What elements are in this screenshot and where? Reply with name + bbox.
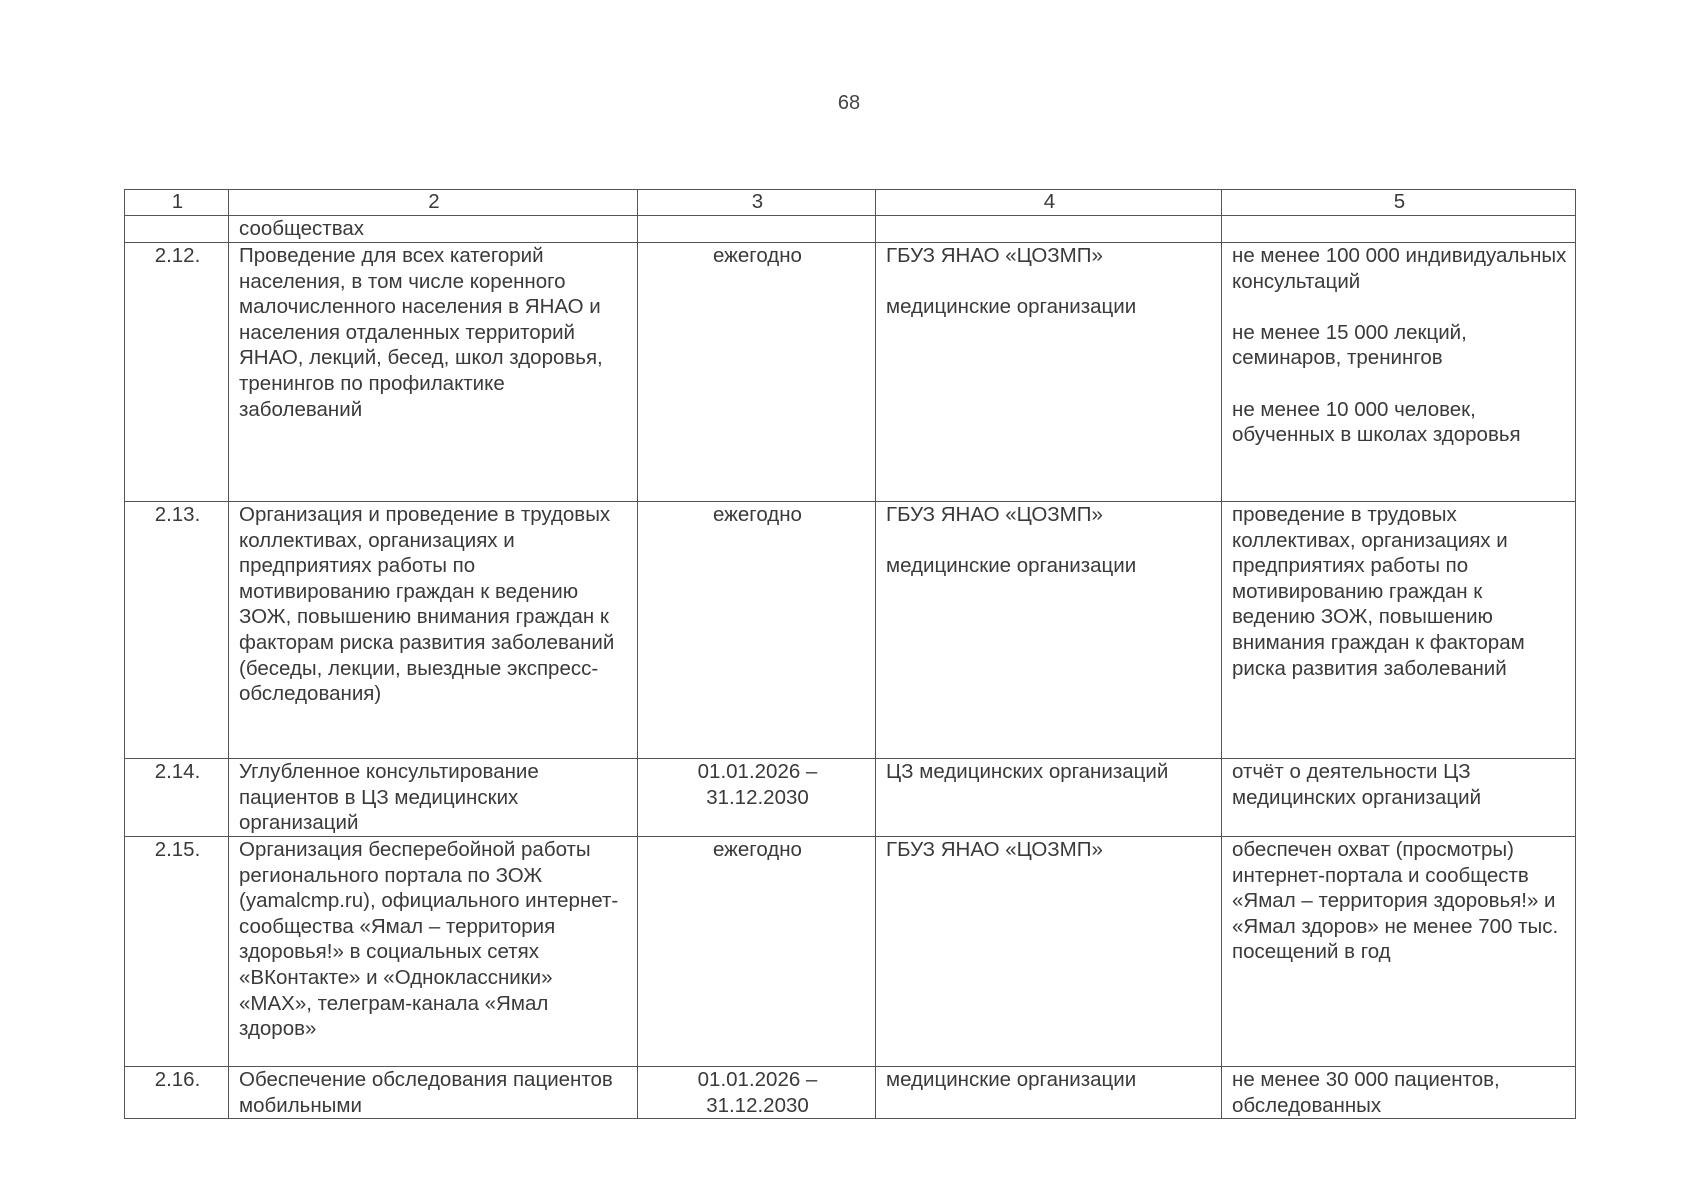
row-number: 2.16. xyxy=(125,1067,229,1119)
executor-line: ГБУЗ ЯНАО «ЦОЗМП» xyxy=(886,503,1103,526)
table-header-row xyxy=(125,190,1576,216)
table-row xyxy=(125,1067,1576,1119)
activity-cell: Организация и проведение в трудовых коллективах, организациях и предприятиях работы по мотивированию граждан к ведению ЗОЖ, повышению внимания граждан к факторам риска развития заболеваний (беседы, лекции, выездные экспресс-обследования) xyxy=(229,502,638,759)
executor-cell xyxy=(876,216,1222,243)
result-line: не менее 10 000 человек, обученных в школах здоровья xyxy=(1232,397,1521,447)
activity-cell: Обеспечение обследования пациентов мобильными xyxy=(229,1067,638,1119)
term-line: 01.01.2026 – xyxy=(697,760,818,783)
row-number: 2.15. xyxy=(125,837,229,1067)
executor-cell: ЦЗ медицинских организаций xyxy=(876,759,1222,837)
row-number: 2.14. xyxy=(125,759,229,837)
table-row xyxy=(125,759,1576,837)
result-cell: проведение в трудовых коллективах, организациях и предприятиях работы по мотивированию граждан к ведению ЗОЖ, повышению внимания граждан к факторам риска развития заболеваний xyxy=(1222,502,1576,759)
table-row xyxy=(125,837,1576,1067)
activity-cell: сообществах xyxy=(229,216,638,243)
column-header-3: 3 xyxy=(638,190,876,216)
activity-cell: Проведение для всех категорий населения, в том числе коренного малочисленного населения в ЯНАО и населения отдаленных территорий ЯНАО, лекций, бесед, школ здоровья, тренингов по профилактике заболеваний xyxy=(229,243,638,502)
executor-cell: медицинские организации xyxy=(876,1067,1222,1119)
page-number: 68 xyxy=(837,92,861,114)
result-cell xyxy=(1222,216,1576,243)
result-cell: не менее 30 000 пациентов, обследованных xyxy=(1222,1067,1576,1119)
result-line: не менее 100 000 индивидуальных консультаций xyxy=(1232,244,1567,293)
term-cell: ежегодно xyxy=(638,502,876,759)
term-cell: ежегодно xyxy=(638,243,876,502)
executor-cell xyxy=(876,243,1222,502)
term-line: 31.12.2030 xyxy=(706,785,809,809)
term-cell xyxy=(638,216,876,243)
activity-cell: Организация бесперебойной работы регионального портала по ЗОЖ (yamalcmp.ru), официального интернет-сообщества «Ямал – территория здоровья!» в социальных сетях «ВКонтакте» и «Одноклассники» «MAX», телеграм-канала «Ямал здоров» xyxy=(229,837,638,1067)
row-number: 2.13. xyxy=(125,502,229,759)
executor-line: ГБУЗ ЯНАО «ЦОЗМП» xyxy=(886,244,1103,267)
column-header-2: 2 xyxy=(229,190,638,216)
column-header-1: 1 xyxy=(125,190,229,216)
table-row-continuation xyxy=(125,216,1576,243)
activity-plan-table xyxy=(124,189,1576,1119)
term-line: 01.01.2026 – xyxy=(697,1068,818,1091)
term-cell xyxy=(638,1067,876,1119)
result-cell: отчёт о деятельности ЦЗ медицинских организаций xyxy=(1222,759,1576,837)
column-header-4: 4 xyxy=(876,190,1222,216)
table-row xyxy=(125,243,1576,502)
result-cell: обеспечен охват (просмотры) интернет-портала и сообществ «Ямал – территория здоровья!» и «Ямал здоров» не менее 700 тыс. посещений в год xyxy=(1222,837,1576,1067)
executor-cell: ГБУЗ ЯНАО «ЦОЗМП» xyxy=(876,837,1222,1067)
term-cell: ежегодно xyxy=(638,837,876,1067)
activity-cell: Углубленное консультирование пациентов в ЦЗ медицинских организаций xyxy=(229,759,638,837)
term-cell xyxy=(638,759,876,837)
table-row xyxy=(125,502,1576,759)
row-number: 2.12. xyxy=(125,243,229,502)
result-line: не менее 15 000 лекций, семинаров, тренингов xyxy=(1232,320,1467,370)
executor-line: медицинские организации xyxy=(886,295,1137,319)
term-line: 31.12.2030 xyxy=(706,1093,809,1117)
row-number xyxy=(125,216,229,243)
result-cell xyxy=(1222,243,1576,502)
column-header-5: 5 xyxy=(1222,190,1576,216)
executor-line: медицинские организации xyxy=(886,554,1137,578)
executor-cell xyxy=(876,502,1222,759)
